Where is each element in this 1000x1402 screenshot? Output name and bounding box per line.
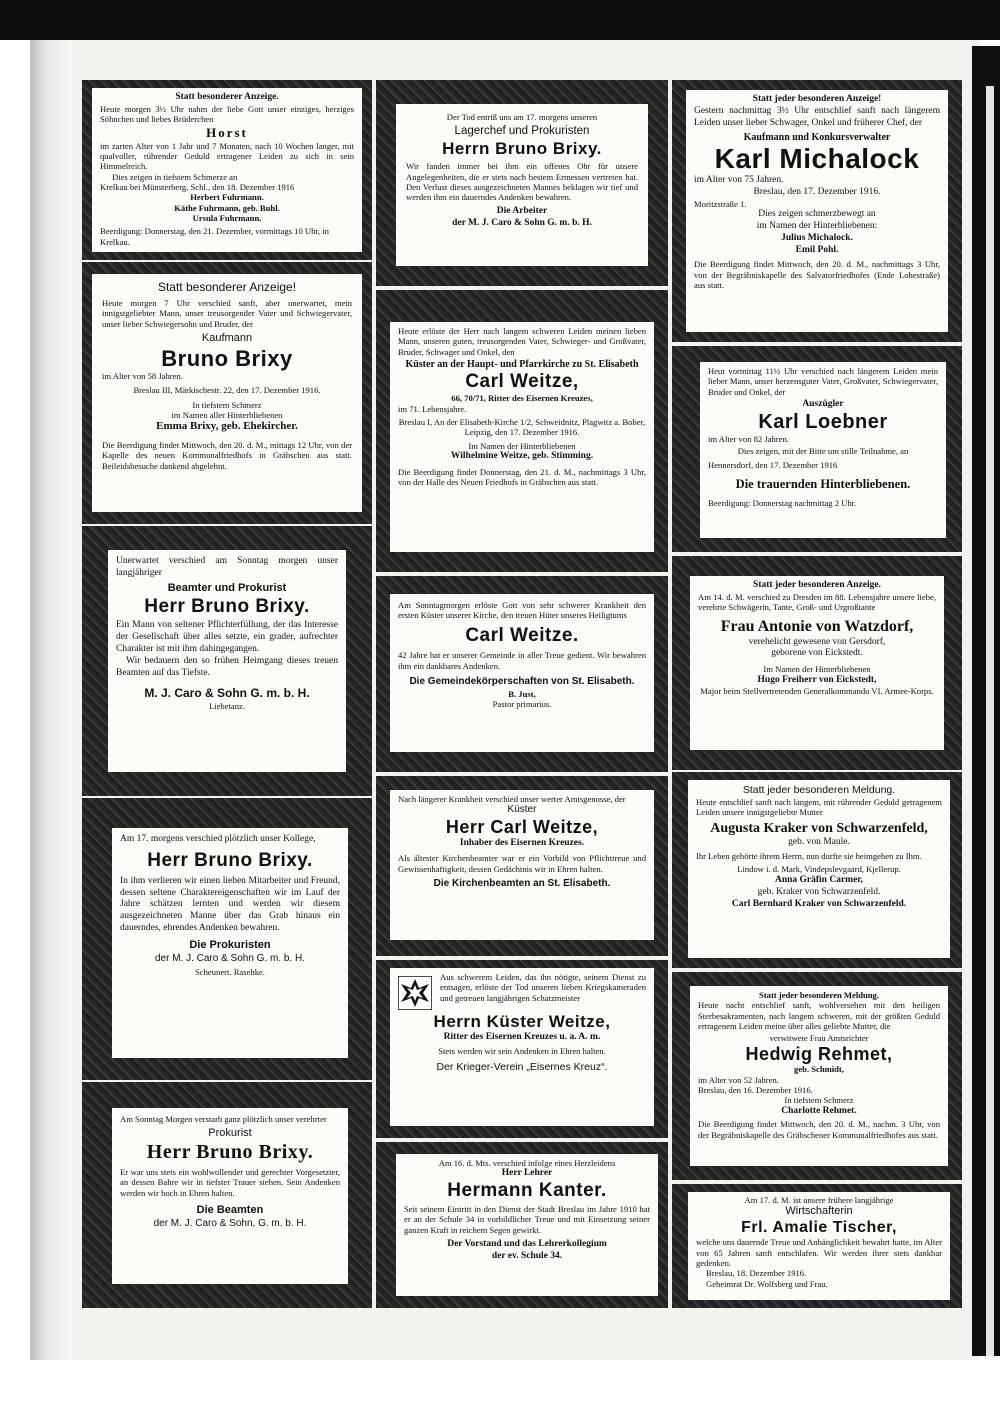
deceased-age: im Alter von 58 Jahren. [102,370,183,381]
notice-text: Heut vormittag 11½ Uhr verschied nach längerem Leiden mein lieber Mann, unser herzensguter Vater, Großvater, Schwiegervater, Bruder und Onkel, der [708,366,938,397]
mourning-line: Dies zeigen schmerzbewegt an [758,208,876,219]
notice-text: Dies zeigen in tiefstem Schmerze an [112,171,238,182]
notice-text: Ihr Leben gehörte ihrem Herrn, nun durfte sie heimgehen zu Ihm. [696,851,922,862]
signature: Die Beamten [196,1204,264,1216]
notice-text: 42 Jahre hat er unserer Gemeinde in aller Treue gedient. Wir bewahren ihm ein dankbares Andenken. [398,650,646,671]
deceased-age: im Alter von 75 Jahren. [694,174,784,185]
obituary-karl-michalock [686,90,948,332]
deceased-born: geb. von Maule. [788,837,850,848]
page-binding-edge [30,40,72,1360]
deceased-age: im 71. Lebensjahre. [398,403,467,414]
signature: der M. J. Caro & Sohn G. m. b. H. [452,218,592,229]
mourning-line: im Namen der Hinterbliebenen: [756,220,878,231]
notice-text: Am 17. morgens verschied plötzlich unser Kollege, [120,834,316,844]
signature: Die Gemeindekörperschaften von St. Elisabeth. [409,676,635,688]
signature-title: Major beim Stellvertretenden Generalkommando VI. Armee-Korps. [700,686,934,697]
notice-text: Aus schwerem Leiden, das ihn nötigte, seinem Dienst zu entsagen, erlöste der Tod unseren lieben Kriegskameraden und getreuen langjährigen Schatzmeister [440,972,646,1003]
mourning-line: Im Namen der Hinterbliebenen [763,664,871,675]
deceased-title: Lagerchef und Prokuristen [454,125,590,138]
deceased-age: im Alter von 52 Jahren. [698,1074,779,1085]
signature: Die Prokuristen [189,939,271,952]
mourning-line: Im Namen der Hinterbliebenen [468,440,576,451]
deceased-age: im Alter von 82 Jahren. [708,433,789,444]
notice-place: Lindow i. d. Mark, Vindерslevgaard, Kjellerup. [737,864,901,875]
signature: Hugo Freiherr von Eickstedt, [757,674,877,685]
notice-text: Wir fanden immer bei ihm ein offenes Ohr für unsere Angelegenheiten, die er stets nach bestem Ermessen vertreten hat. Den Verlust dieses ausgezeichneten Mannes beklagen wir tief und werden ihm ein dauerndes Andenken bewahren. [406,161,638,203]
notice-heading: Statt besonderer Anzeige! [157,280,297,294]
notice-text: Heute erlöste der Herr nach langem schweren Leiden meinen lieben Mann, unseren guten, treusorgenden Vater, Schwieger- und Großvater, Bruder, Schwager und Onkel, den [398,326,646,357]
signature: Anna Gräfin Carmer, [774,874,864,885]
obituary-bruno-brixy-caro-beamter [108,550,346,772]
funeral-info: Die Beerdigung findet Donnerstag, den 21. d. M., nachmittags 3 Uhr, von der Halle des Neuen Friedhofs in Gräbschen aus statt. [398,466,646,488]
deceased-name: Hedwig Rehmet, [745,1043,893,1064]
deceased-title: Wirtschafterin [785,1205,853,1218]
signature-title: Pastor primarius. [492,698,552,709]
deceased-born: geb. Schmidt, [794,1064,844,1075]
signature: Käthe Fuhrmann, geb. Buhl. [174,202,280,213]
funeral-info: Die Beerdigung findet Mittwoch, den 20. d. M., nachm. 3 Uhr, von der Begräbniskapelle des Gräbschener Kommunalfriedhofes aus statt. [698,1119,940,1140]
signature: B. Just, [508,688,536,699]
notice-place-date: Breslau, den 16. Dezember 1916. [698,1084,813,1095]
signature: Die Kirchenbeamten an St. Elisabeth. [433,878,611,889]
notice-place: Liebetanz. [208,700,246,711]
deceased-name: Carl Weitze. [465,624,579,646]
notice-text: Heute nacht entschlief sanft, wohlversehen mit den heiligen Sterbesakramenten, nach langem schweren, mit der größten Geduld ertragenem Leiden meine über alles geliebte Mutter, die [698,1000,940,1031]
mourning-line: In tiefstem Schmerz [784,1095,854,1106]
signature: Die trauernden Hinterbliebenen. [735,476,911,491]
signature-names: Scheunert. Rasehke. [195,967,265,978]
notice-text: Der Tod entriß uns am 17. morgens unseren [446,112,598,122]
obituary-augusta-kraker-von-schwarzenfeld [688,780,950,958]
signature: Ursula Fuhrmann. [192,212,262,223]
obituary-horst-fuhrmann [92,88,362,252]
signature: Emil Pohl. [795,244,839,255]
signature: Geheimrat Dr. Wolfsberg und Frau. [706,1278,828,1289]
deceased-name: Horst [206,124,248,140]
deceased-name: Herr Bruno Brixy. [144,595,310,617]
notice-heading: Statt jeder besonderen Meldung. [742,784,896,796]
obituary-hedwig-rehmet [690,986,948,1166]
notice-heading: Statt jeder besonderen Anzeige. [753,580,881,590]
signature: Herbert Fuhrmann. [190,192,264,203]
deceased-title: Küster [507,804,537,816]
signature: Julius Michalock. [781,232,853,243]
notice-text: Am 14. d. M. verschied zu Dresden im 88. Lebensjahre unsere liebe, verehrte Schwägerin, Tante, Groß- und Urgroßtante [698,591,936,613]
funeral-info: Die Beerdigung findet Mittwoch, den 20. d. M., nachmittags 3 Uhr, von der Begräbniskapelle des Salvatorfriedhofes (Ende Lohestraße) aus statt. [694,259,940,291]
notice-place-date: Breslau, 18. Dezember 1916. [706,1268,807,1279]
signature: der M. J. Caro & Sohn G. m. b. H. [154,952,306,964]
notice-text: Heute entschlief sanft nach langem, mit rührender Geduld getragenem Leiden unsere innigstgeliebte Mutter [696,797,942,818]
notice-heading: Statt besonderer Anzeige. [175,92,279,102]
obituary-amalie-tischer [688,1192,950,1300]
notice-text: Er war uns stets ein wohlwollender und gerechter Vorgesetzter, an dessen Bahre wir in tiefster Trauer stehen. Sein Andenken werden wir hoch in Ehren halten. [120,1167,340,1198]
funeral-info: Beerdigung: Donnerstag, den 21. Dezember, vormittags 10 Uhr, in Krelkau. [100,226,329,247]
scan-top-border [0,0,1000,40]
notice-text: Heute morgen 3½ Uhr nahm der liebe Gott unser einziges, herziges Söhnchen und liebes Brüderchen [100,103,354,125]
signature: geb. Kraker von Schwarzenfeld. [757,886,881,897]
signature: Emma Brixy, geb. Ehekircher. [156,420,298,433]
deceased-title: Beamter und Prokurist [167,581,287,594]
deceased-title: Auszügler [802,398,844,409]
notice-street: Moritzstraße 1. [694,198,747,209]
notice-text: Als ältester Kirchenbeamter war er ein Vorbild von Pflichttreue und Gewissenhaftigkeit, dessen Gedächtnis wir in Ehren halten. [398,853,646,874]
notice-text: Am 17. d. M. ist unsere frühere langjährige [744,1195,894,1205]
deceased-title: Küster an der Haupt- und Pfarrkirche zu St. Elisabeth [405,358,639,370]
notice-text: Am Sonntagmorgen erlöste Gott von sehr schwerer Krankheit den ersten Küster unserer Kirche, den treuen Hüter unseres Heiligtums [398,600,646,621]
funeral-info: Die Beerdigung findet Mittwoch, den 20. d. M., mittags 12 Uhr, von der Kapelle des neuen Kommunalfriedhofs in Gräbschen aus statt. Beileidsbesuche dankend abgelehnt. [102,439,352,471]
deceased-title: Kaufmann und Konkursverwalter [743,131,891,143]
notice-text: In ihm verlieren wir einen lieben Mitarbeiter und Freund, dessen seltene Charaktereigenschaften wir im Lauf der Jahre schätzen lernten und werden wir diesem ausgezeichneten Manne über das Grab hinaus ein dauerndes, ehrendes Andenken bewahren. [120,875,340,934]
obituary-carl-weitze-family [390,322,654,552]
notice-text: Ein Mann von seltener Pflichterfüllung, der das Interesse der Gesellschaft über alles setzte, ein grader, aufrechter Charakter ist mit ihm dahingegangen. [116,620,338,655]
deceased-honor: Inhaber des Eisernen Kreuzes. [459,837,585,848]
deceased-line: verehelicht gewesene von Gersdorf, [748,636,886,647]
notice-heading: Statt jeder besonderen Anzeige! [752,94,882,104]
iron-cross-icon [398,976,432,1010]
obituary-carl-weitze-kirchenbeamte [390,790,654,940]
obituary-kuester-weitze-krieger-verein [390,968,654,1126]
signature: Die Arbeiter [496,206,548,217]
signature: der M. J. Caro & Sohn, G. m. b. H. [153,1217,307,1229]
deceased-title: verwitwete Frau Amtsrichter [769,1033,869,1044]
deceased-name: Herr Bruno Brixy. [146,1141,314,1164]
notice-text: Gestern nachmittag 3½ Uhr entschlief sanft nach längerem Leiden unser lieber Schwager, Onkel und früherer Chef, der [694,105,940,128]
obituary-karl-loebner [700,362,946,538]
obituary-carl-weitze-gemeinde [390,594,654,752]
deceased-honor: Ritter des Eisernen Kreuzes u. a. A. m. [443,1031,601,1042]
signature: der ev. Schule 34. [491,1250,563,1261]
notice-text: im zarten Alter von 1 Jahr und 7 Monaten, nach 10 Wochen langer, mit qualvoller, rührender Geduld ertragener Leiden zu sich in sein Himmelreich. [100,140,354,172]
mourning-line: In tiefstem Schmerz [192,399,262,410]
notice-text: welche uns dauernde Treue und Anhänglichkeit bewahrt hatte, im Alter von 65 Jahren sanft entschlafen. Wir werden ihrer stets dankbar gedenken. [696,1237,942,1269]
obituary-bruno-brixy-beamten [112,1108,348,1284]
notice-place-date: Breslau, den 17. Dezember 1916. [753,186,881,197]
notice-heading: Statt jeder besonderen Meldung. [759,990,879,1000]
obituary-bruno-brixy-family [92,274,362,512]
signature: Carl Bernhard Kraker von Schwarzenfeld. [731,898,907,909]
deceased-name: Karl Loebner [758,410,888,433]
deceased-name: Carl Weitze, [465,371,579,393]
deceased-title: Prokurist [208,1127,252,1140]
obituary-bruno-brixy-prokuristen [112,828,348,1058]
deceased-name: Frau Antonie von Watzdorf, [720,617,914,635]
obituary-antonie-von-watzdorf [690,576,944,750]
deceased-name: Hermann Kanter. [447,1180,607,1202]
deceased-name: Bruno Brixy [161,345,293,371]
notice-text: Wir bedauern den so frühen Heimgang dieses treuen Beamten auf das Tiefste. [116,655,338,678]
signature: M. J. Caro & Sohn G. m. b. H. [144,685,310,700]
mourning-line: im Namen aller Hinterbliebenen [171,409,283,420]
deceased-name: Herrn Bruno Brixy. [442,138,602,158]
deceased-name: Herr Carl Weitze, [445,816,599,837]
deceased-honor: 66, 70/71, Ritter des Eisernen Kreuzes, [451,393,593,404]
notice-place-date: Hennersdorf, den 17. Dezember 1916 [708,460,838,471]
notice-text: Unerwartet verschied am Sonntag morgen unser langjähriger [116,556,338,578]
deceased-name: Augusta Kraker von Schwarzenfeld, [710,820,928,836]
signature: Der Vorstand und das Lehrerkollegium [447,1238,607,1249]
deceased-name: Frl. Amalie Tischer, [741,1219,897,1237]
obituary-bruno-brixy-arbeiter [396,104,648,266]
notice-text: Heute morgen 7 Uhr verschied sanft, aber unerwartet, mein innigstgeliebter Mann, unser treusorgender Vater und Schwiegervater, unser lieber Schwiegersohn und Bruder, der [102,298,352,329]
funeral-info: Beerdigung: Donnerstag nachmittag 2 Uhr. [708,498,857,509]
deceased-name: Karl Michalock [714,143,920,175]
notice-place-date: Breslau I, An der Elisabeth-Kirche 1/2, Schweidnitz, Plagwitz a. Bober, Leipzig, den 17. Dezember 1916. [398,416,646,438]
notice-text: Seit seinem Eintritt in den Dienst der Stadt Breslau im Jahre 1910 hat er an der Schule 34 in vorbildlicher Treue und mit Einsetzung seiner ganzen Kraft in reichem Segen gewirkt. [404,1204,650,1235]
deceased-line: geborene von Eickstedt. [771,648,863,659]
deceased-name: Herr Bruno Brixy. [147,849,313,871]
obituary-hermann-kanter [396,1154,658,1296]
signature: Der Krieger-Verein „Eisernes Kreuz“. [436,1060,608,1073]
signature: Charlotte Rehmet. [781,1105,857,1116]
notice-text: Am 16. d. Mts. verschied infolge eines Herzleidens [438,1158,616,1168]
deceased-title: Kaufmann [201,331,253,344]
deceased-name: Herrn Küster Weitze, [433,1012,611,1031]
deceased-title: Herr Lehrer [501,1168,553,1179]
notice-text: Nach längerer Krankheit verschied unser werter Amtsgenosse, der [398,794,626,804]
notice-text: Stets werden wir sein Andenken in Ehren halten. [438,1046,606,1057]
scan-right-border [972,46,1000,1356]
notice-text: Am Sonntag Morgen verstarb ganz plötzlich unser verehrter [120,1114,327,1124]
signature: Wilhelmine Weitze, geb. Stimming. [450,450,594,461]
notice-place-date: Krelkau bei Münsterberg, Schl., den 18. Dezember 1916 [100,182,295,192]
notice-place-date: Breslau III, Märkischestr. 22, den 17. Dezember 1916. [133,385,321,396]
notice-text: Dies zeigen, mit der Bitte um stille Teilnahme, an [737,446,909,457]
